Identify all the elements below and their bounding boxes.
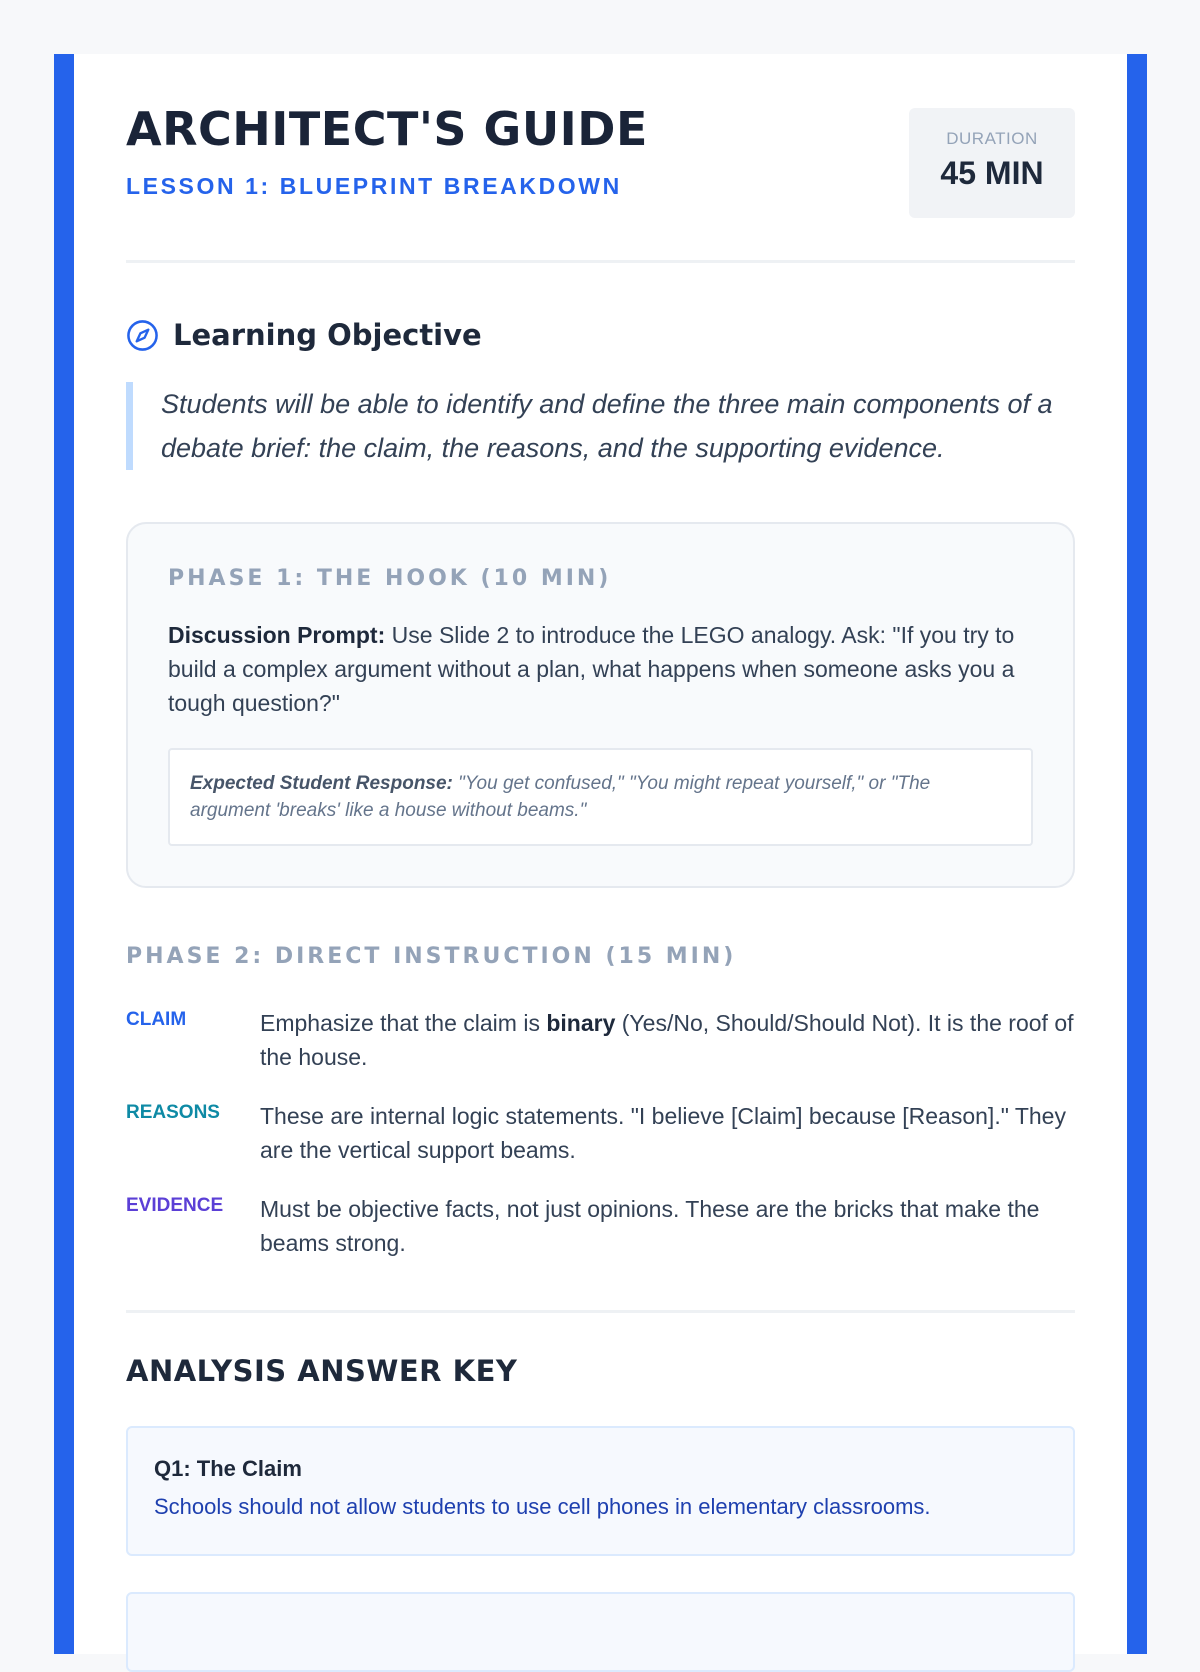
discussion-prompt (168, 618, 1033, 720)
section-divider (126, 1310, 1075, 1313)
term-label-evidence: EVIDENCE (126, 1195, 224, 1216)
expected-response-box (168, 748, 1033, 846)
answer-card-next (126, 1592, 1075, 1672)
discussion-prompt-text: Use Slide 2 to introduce the LEGO analogy. Ask: "If you try to build a complex argument without a plan, what happens when someone asks you a tough question?" (168, 622, 1015, 716)
page-header (126, 54, 1075, 263)
phase1-heading: PHASE 1: THE HOOK (10 MIN) (168, 566, 612, 591)
term-desc-claim-bold: binary (546, 1010, 616, 1036)
term-desc-evidence: Must be objective facts, not just opinions. These are the bricks that make the beams strong. (260, 1196, 1040, 1256)
compass-icon (126, 319, 159, 352)
objective-title: Learning Objective (173, 318, 482, 352)
term-row-evidence (126, 1192, 1075, 1260)
phase2-heading: PHASE 2: DIRECT INSTRUCTION (15 MIN) (126, 944, 737, 969)
answer-key-heading: ANALYSIS ANSWER KEY (126, 1354, 518, 1388)
term-row-reasons (126, 1099, 1075, 1167)
answer-text: Schools should not allow students to use cell phones in elementary classrooms. (154, 1494, 931, 1519)
answer-card (126, 1426, 1075, 1556)
duration-value: 45 MIN (940, 155, 1044, 191)
term-label-claim: CLAIM (126, 1009, 187, 1030)
expected-response-label: Expected Student Response: (190, 773, 453, 794)
expected-response-text: "You get confused," "You might repeat yourself," or "The argument 'breaks' like a house without beams." (190, 773, 931, 821)
answer-question: Q1: The Claim (154, 1456, 302, 1481)
term-desc-claim-text-end: (Yes/No, Should/Should Not). It is the roof of the house. (260, 1010, 1074, 1070)
phase1-card (126, 522, 1075, 888)
term-desc-claim (260, 1006, 1075, 1074)
term-desc-reasons: These are internal logic statements. "I believe [Claim] because [Reason]." They are the vertical support beams. (260, 1103, 1066, 1163)
term-label-reasons: REASONS (126, 1102, 220, 1123)
term-desc-claim-text: Emphasize that the claim is (260, 1010, 547, 1036)
objective-heading (126, 318, 482, 352)
lesson-subtitle: LESSON 1: BLUEPRINT BREAKDOWN (126, 173, 622, 199)
term-list (126, 1006, 1075, 1285)
lesson-page (54, 54, 1147, 1654)
page-content (126, 54, 1075, 1519)
discussion-prompt-label: Discussion Prompt: (168, 622, 386, 648)
objective-text: Students will be able to identify and define the three main components of a debate brief: the claim, the reasons, and the supporting evidence. (126, 382, 1075, 470)
duration-badge (909, 108, 1075, 218)
term-row-claim (126, 1006, 1075, 1074)
duration-label: DURATION (946, 129, 1038, 148)
page-title: ARCHITECT'S GUIDE (126, 102, 648, 156)
